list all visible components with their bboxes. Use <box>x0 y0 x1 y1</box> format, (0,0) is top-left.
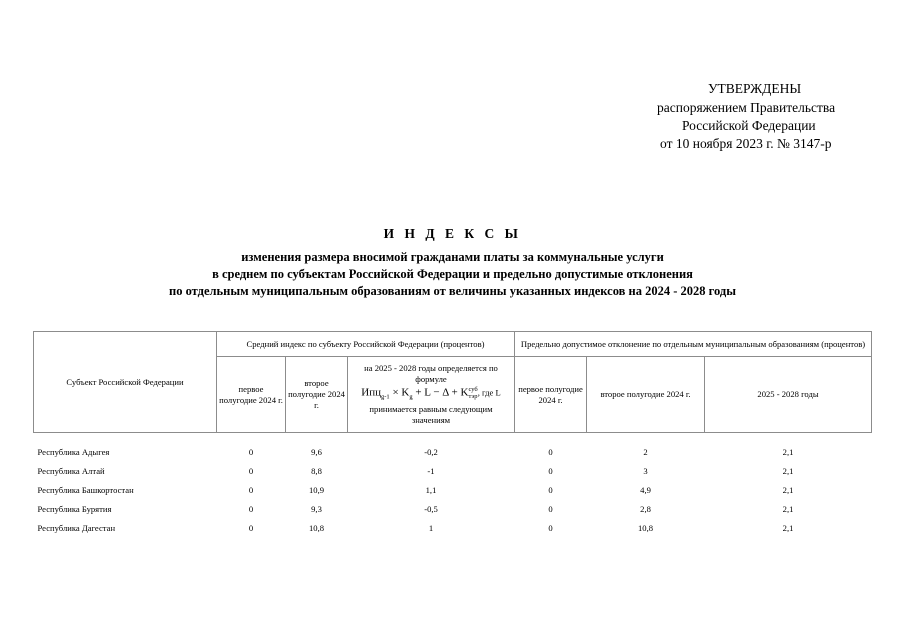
cell-value: 0 <box>548 523 553 533</box>
cell-value: 2,1 <box>782 466 794 476</box>
document-title: И Н Д Е К С Ы <box>383 226 522 241</box>
cell-value: 2 <box>643 447 648 457</box>
cell-value: 1 <box>428 523 434 533</box>
table-row <box>34 519 872 538</box>
cell-value: 10,8 <box>637 523 654 533</box>
formula-terms: + L − Δ + K <box>415 386 469 399</box>
cell-value: 2,8 <box>640 504 651 514</box>
table-row <box>34 433 872 463</box>
document-subtitle <box>0 249 905 300</box>
formula-cpi: Ипц <box>361 386 382 399</box>
cell-value: 4,9 <box>640 485 651 495</box>
cell-value: -0,2 <box>424 447 438 457</box>
header-average-index: Средний индекс по субъекту Российской Федерации (процентов) <box>217 332 515 357</box>
cell-value: 8,8 <box>311 466 322 476</box>
header-avg-second-half-2024: второе полугодие 2024 г. <box>286 357 348 433</box>
approval-line-date: от 10 ноября 2023 г. № 3147-р <box>660 136 832 151</box>
formula-k-factor: × K <box>392 386 410 399</box>
cell-value: 10,9 <box>308 485 325 495</box>
cell-subject: Республика Дагестан <box>37 523 116 533</box>
cell-subject: Республика Бурятия <box>37 504 112 514</box>
table-row <box>34 462 872 481</box>
header-max-deviation: Предельно допустимое отклонение по отдельным муниципальным образованиям (процентов) <box>515 332 872 357</box>
cell-value: 2,1 <box>782 523 794 533</box>
cell-value: 3 <box>643 466 648 476</box>
cell-value: 0 <box>248 523 254 533</box>
cell-value: 2,1 <box>782 485 794 495</box>
subtitle-line-1: изменения размера вносимой гражданами платы за коммунальные услуги <box>241 250 664 264</box>
subtitle-line-2: в среднем по субъектам Российской Федерации и предельно допустимые отклонения <box>212 267 693 281</box>
cell-value: 9,6 <box>311 447 322 457</box>
cell-value: 0 <box>248 447 254 457</box>
header-subject: Субъект Российской Федерации <box>34 332 217 433</box>
cell-value: -0,5 <box>424 504 438 514</box>
approval-line-decree: распоряжением Правительства <box>657 100 836 115</box>
cell-value: 0 <box>548 485 553 495</box>
cell-subject: Республика Башкортостан <box>37 485 134 495</box>
formula-outro: , где L принимается равным следующим значениям <box>369 387 501 425</box>
cell-value: 0 <box>248 485 254 495</box>
cell-value: 10,8 <box>308 523 325 533</box>
formula-k-index: g <box>409 393 413 401</box>
cell-value: 9,3 <box>311 504 322 514</box>
table-row <box>34 500 872 519</box>
cell-value: 0 <box>548 466 553 476</box>
header-dev-second-half-2024: второе полугодие 2024 г. <box>587 357 705 433</box>
formula-sub: тэр <box>468 393 478 401</box>
table-row <box>34 481 872 500</box>
cell-value: 0 <box>548 504 553 514</box>
subtitle-line-3: по отдельным муниципальным образованиям от величины указанных индексов на 2024 - 2028 годы <box>169 284 736 298</box>
cell-value: 1,1 <box>425 485 437 495</box>
formula-intro: на 2025 - 2028 годы определяется по формуле <box>364 363 498 385</box>
cell-value: -1 <box>427 466 435 476</box>
header-dev-2025-2028: 2025 - 2028 годы <box>705 357 872 433</box>
cell-value: 2,1 <box>782 447 794 457</box>
header-dev-first-half-2024: первое полугодие 2024 г. <box>515 357 587 433</box>
formula-sup: суб <box>468 386 478 394</box>
cell-value: 0 <box>248 466 254 476</box>
header-avg-first-half-2024: первое полугодие 2024 г. <box>217 357 286 433</box>
cell-subject: Республика Адыгея <box>37 447 110 457</box>
cell-subject: Республика Алтай <box>37 466 105 476</box>
indices-table <box>33 331 872 538</box>
cell-value: 0 <box>248 504 254 514</box>
approval-heading: УТВЕРЖДЕНЫ <box>708 81 802 96</box>
formula-cpi-index: g-1 <box>381 393 390 401</box>
formula-k-subscripts <box>468 386 477 400</box>
formula-expression <box>361 386 477 403</box>
header-formula <box>348 357 515 433</box>
cell-value: 0 <box>548 447 553 457</box>
approval-line-federation: Российской Федерации <box>682 118 816 133</box>
cell-value: 2,1 <box>782 504 794 514</box>
